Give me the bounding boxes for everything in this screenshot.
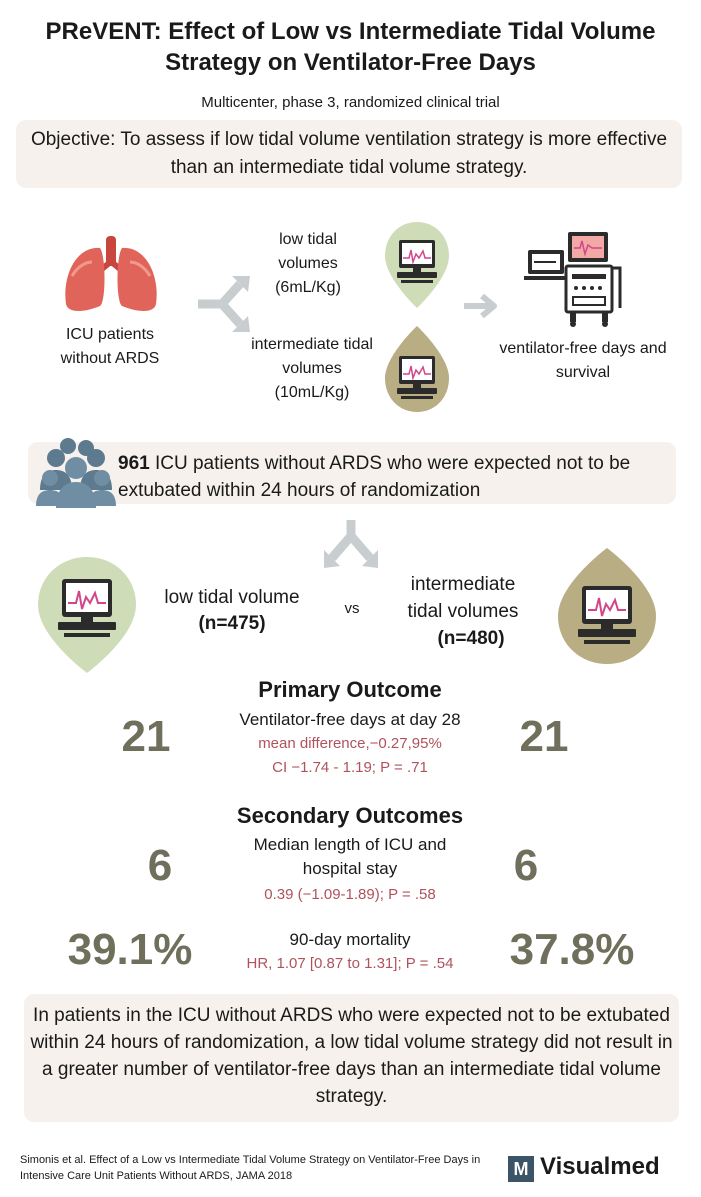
mortality-low-value: 39.1%	[67, 925, 193, 974]
primary-outcome-label: Ventilator-free days at day 28	[239, 710, 461, 729]
split-arrow-icon	[192, 274, 254, 334]
intermediate-group-n: (n=480)	[437, 628, 505, 649]
vs-label: vs	[344, 600, 360, 617]
merge-arrow-icon	[322, 516, 380, 568]
primary-intermediate-value: 21	[519, 712, 569, 761]
visualmed-logo-text: Visualmed	[540, 1153, 660, 1180]
enrollment-text	[118, 450, 678, 504]
low-tidal-group-icon	[36, 555, 138, 675]
intermediate-tidal-group-icon	[556, 546, 658, 666]
enrollment-count: 961	[118, 453, 150, 474]
primary-low-value: 21	[121, 712, 171, 761]
los-label: Median length of ICU and hospital stay	[253, 835, 447, 878]
arm-intermediate-label: intermediate tidal volumes (10mL/Kg)	[251, 336, 373, 401]
ventilator-machine-icon	[522, 228, 624, 328]
secondary-outcomes-heading: Secondary Outcomes	[236, 803, 464, 828]
primary-stat-line1: mean difference,−0.27,95%	[258, 735, 442, 752]
outcome-label: ventilator-free days and survival	[499, 340, 667, 381]
citation: Simonis et al. Effect of a Low vs Intermediate Tidal Volume Strategy on Ventilator-Free Days in Intensive Care Unit Patients Without ARDS, JAMA 2018	[20, 1154, 481, 1182]
primary-outcome-heading: Primary Outcome	[258, 677, 442, 702]
mortality-stat: HR, 1.07 [0.87 to 1.31]; P = .54	[246, 955, 454, 972]
population-label: ICU patients without ARDS	[60, 326, 160, 367]
arm-low-label: low tidal volumes (6mL/Kg)	[275, 231, 341, 296]
low-tidal-monitor-icon	[383, 220, 451, 310]
intermediate-tidal-monitor-icon	[383, 324, 451, 414]
visualmed-logo-mark: M	[508, 1156, 534, 1182]
mortality-label: 90-day mortality	[289, 930, 411, 949]
lungs-icon	[56, 236, 166, 314]
page-title: PReVENT: Effect of Low vs Intermediate Tidal Volume Strategy on Ventilator-Free Days	[45, 18, 656, 76]
los-intermediate-value: 6	[513, 841, 539, 890]
enrollment-description: ICU patients without ARDS who were expected not to be extubated within 24 hours of randomization	[118, 453, 631, 501]
mortality-intermediate-value: 37.8%	[509, 925, 635, 974]
los-stat: 0.39 (−1.09-1.89); P = .58	[264, 886, 436, 903]
people-group-icon	[36, 438, 116, 508]
los-low-value: 6	[147, 841, 173, 890]
intermediate-group-label: intermediate tidal volumes	[407, 574, 519, 622]
objective-box: Objective: To assess if low tidal volume ventilation strategy is more effective than an intermediate tidal volume strategy.	[16, 120, 682, 188]
low-group-label: low tidal volume	[164, 587, 300, 608]
right-arrow-icon	[462, 292, 498, 320]
conclusion-box: In patients in the ICU without ARDS who were expected not to be extubated within 24 hours of randomization, a low tidal volume strategy did not result in a greater number of ventilator-free days than an intermediate tidal volume strategy.	[24, 994, 679, 1122]
primary-stat-line2: CI −1.74 - 1.19; P = .71	[272, 759, 428, 776]
low-group-n: (n=475)	[198, 613, 266, 634]
page-subtitle: Multicenter, phase 3, randomized clinical trial	[201, 94, 500, 111]
